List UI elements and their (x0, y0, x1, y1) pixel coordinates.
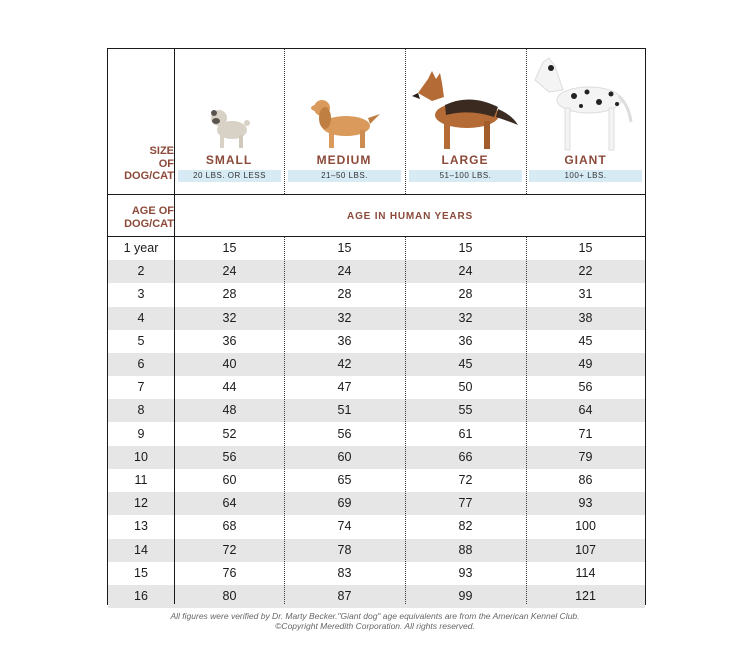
age-cell: 9 (137, 426, 145, 441)
human-age-cell: 60 (222, 473, 237, 487)
table-row (108, 515, 645, 538)
subheader-divider (108, 236, 645, 237)
human-age-cell: 61 (458, 426, 473, 441)
human-age-cell: 22 (578, 264, 593, 279)
size-name-medium: MEDIUM (316, 153, 372, 167)
age-cell: 16 (134, 589, 148, 603)
human-age-cell: 36 (337, 333, 352, 348)
table-row (108, 353, 645, 376)
age-cell: 5 (137, 333, 145, 348)
age-label-line1: AGE OF (131, 205, 174, 217)
size-name-giant: GIANT (564, 153, 607, 167)
col-divider-2-body (405, 237, 406, 604)
human-age-cell: 49 (578, 357, 593, 371)
weight-giant: 100+ LBS. (529, 170, 642, 182)
table-row (108, 446, 645, 469)
table-row (108, 283, 645, 306)
header-divider (108, 194, 645, 195)
human-age-cell: 38 (578, 310, 593, 325)
age-in-human-years-title: AGE IN HUMAN YEARS (347, 211, 473, 222)
table-row (108, 469, 645, 492)
human-age-cell: 114 (575, 565, 596, 580)
age-cell: 1 year (123, 241, 159, 255)
col-divider-2-top (405, 49, 406, 194)
table-row (108, 376, 645, 399)
dog-age-chart (107, 48, 646, 605)
human-age-cell: 99 (458, 589, 473, 603)
table-row (108, 307, 645, 330)
human-age-cell: 32 (222, 310, 237, 325)
age-cell: 3 (137, 287, 145, 302)
age-cell: 6 (137, 357, 145, 371)
human-age-cell: 88 (458, 542, 473, 557)
weight-medium: 21–50 LBS. (288, 170, 401, 182)
human-age-cell: 32 (337, 310, 352, 325)
human-age-cell: 15 (458, 241, 473, 255)
cocker-spaniel-dog-icon (304, 94, 382, 152)
human-age-cell: 64 (222, 496, 237, 511)
human-age-cell: 68 (222, 519, 237, 534)
human-age-cell: 48 (222, 403, 237, 418)
human-age-cell: 76 (222, 565, 237, 580)
human-age-cell: 36 (222, 333, 237, 348)
human-age-cell: 82 (458, 519, 473, 534)
footer-copyright: ©Copyright Meredith Corporation. All rights reserved. (275, 621, 475, 631)
human-age-cell: 60 (337, 449, 352, 464)
human-age-cell: 77 (458, 496, 473, 511)
size-name-large: LARGE (441, 153, 489, 167)
age-cell: 8 (137, 403, 145, 418)
human-age-cell: 47 (337, 380, 352, 395)
human-age-cell: 71 (578, 426, 593, 441)
human-age-cell: 78 (337, 542, 352, 557)
col-divider-3-body (526, 237, 527, 604)
age-of-dog-label (108, 205, 174, 230)
human-age-cell: 121 (575, 589, 596, 603)
human-age-cell: 36 (458, 333, 473, 348)
age-cell: 2 (137, 264, 145, 279)
human-age-cell: 28 (222, 287, 237, 302)
human-age-cell: 65 (337, 473, 352, 487)
human-age-cell: 40 (222, 357, 237, 371)
age-label-line2: DOG/CAT (124, 217, 174, 230)
age-cell: 15 (134, 565, 148, 580)
human-age-cell: 15 (222, 241, 237, 255)
human-age-cell: 52 (222, 426, 237, 441)
footer-note: All figures were verified by Dr. Marty Becker."Giant dog" age equivalents are from the American Kennel Club. (170, 611, 580, 621)
human-age-cell: 56 (578, 380, 593, 395)
human-age-cell: 31 (578, 287, 593, 302)
pug-dog-icon (205, 104, 255, 152)
human-age-cell: 45 (458, 357, 473, 371)
human-age-cell: 32 (458, 310, 473, 325)
age-cell: 12 (134, 496, 148, 511)
human-age-cell: 93 (578, 496, 593, 511)
human-age-cell: 66 (458, 449, 473, 464)
label-column-divider (174, 49, 175, 604)
great-dane-dog-icon (529, 56, 639, 154)
human-age-cell: 86 (578, 473, 593, 487)
table-row (108, 399, 645, 422)
human-age-cell: 69 (337, 496, 352, 511)
table-row (108, 237, 645, 260)
size-of-dog-label (108, 145, 174, 183)
human-age-cell: 50 (458, 380, 473, 395)
human-age-cell: 24 (458, 264, 473, 279)
human-age-cell: 55 (458, 403, 473, 418)
col-divider-1-top (284, 49, 285, 194)
human-age-cell: 79 (578, 449, 593, 464)
human-age-cell: 28 (337, 287, 352, 302)
table-row (108, 260, 645, 283)
human-age-cell: 44 (222, 380, 237, 395)
size-label-line2: OF (158, 157, 174, 170)
human-age-cell: 83 (337, 565, 352, 580)
table-row (108, 585, 645, 608)
human-age-cell: 15 (578, 241, 593, 255)
col-divider-3-top (526, 49, 527, 194)
human-age-cell: 45 (578, 333, 593, 348)
table-row (108, 562, 645, 585)
human-age-cell: 80 (222, 589, 237, 603)
human-age-cell: 51 (337, 403, 352, 418)
human-age-cell: 93 (458, 565, 473, 580)
age-cell: 4 (137, 310, 145, 325)
size-name-small: SMALL (205, 153, 253, 167)
human-age-cell: 64 (578, 403, 593, 418)
age-cell: 11 (134, 473, 148, 487)
human-age-cell: 72 (458, 473, 473, 487)
human-age-cell: 72 (222, 542, 237, 557)
col-divider-1-body (284, 237, 285, 604)
size-label-line3: DOG/CAT (124, 170, 174, 182)
human-age-cell: 87 (337, 589, 352, 603)
human-age-cell: 107 (575, 542, 596, 557)
size-label-line1: SIZE (149, 145, 174, 157)
age-cell: 10 (134, 449, 148, 464)
human-age-cell: 42 (337, 357, 352, 371)
table-row (108, 423, 645, 446)
table-row (108, 539, 645, 562)
human-age-cell: 28 (458, 287, 473, 302)
weight-large: 51–100 LBS. (409, 170, 522, 182)
table-row (108, 492, 645, 515)
weight-small: 20 LBS. OR LESS (178, 170, 281, 182)
german-shepherd-dog-icon (410, 69, 520, 153)
human-age-cell: 24 (337, 264, 352, 279)
human-age-cell: 56 (337, 426, 352, 441)
age-cell: 13 (134, 519, 148, 534)
age-cell: 7 (137, 380, 145, 395)
human-age-cell: 24 (222, 264, 237, 279)
age-cell: 14 (134, 542, 148, 557)
human-age-cell: 56 (222, 449, 237, 464)
human-age-cell: 74 (337, 519, 352, 534)
human-age-cell: 100 (575, 519, 596, 534)
table-row (108, 330, 645, 353)
human-age-cell: 15 (337, 241, 352, 255)
